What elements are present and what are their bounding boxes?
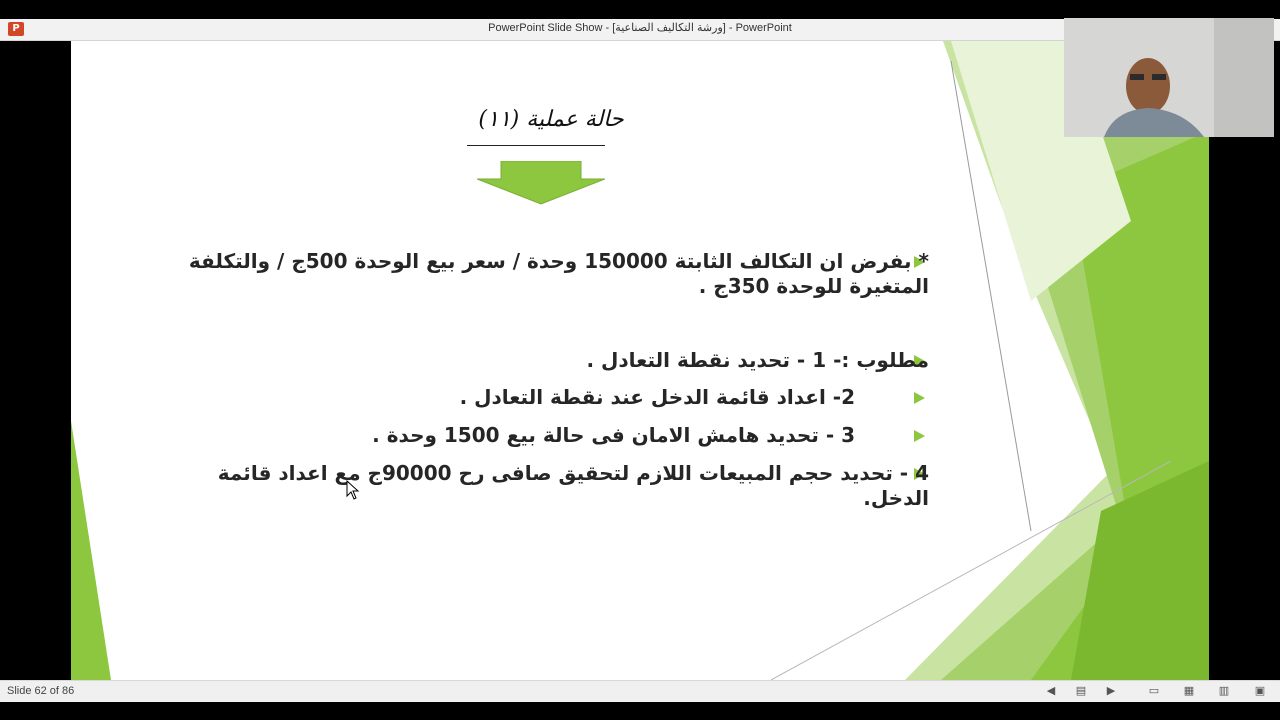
slide-sorter-icon[interactable]: ▦ (1183, 684, 1195, 697)
next-icon[interactable]: ▶ (1106, 684, 1116, 697)
bullet-1: * بفرض ان التكالف الثابتة 150000 وحدة / سعر بيع الوحدة 500ج / والتكلفة المتغيرة للوحدة 350ج . (188, 249, 929, 298)
presenter-video (1064, 18, 1274, 137)
bullet-5: 4 - تحديد حجم المبيعات اللازم لتحقيق صافى رح 90000ج مع اعداد قائمة الدخل. (217, 461, 929, 510)
slide-canvas[interactable] (71, 41, 1209, 680)
bullet-4: 3 - تحديد هامش الامان فى حالة بيع 1500 وحدة . (372, 423, 855, 447)
slide-counter: Slide 62 of 86 (7, 685, 75, 697)
case-title-underline (467, 145, 605, 146)
normal-view-icon[interactable]: ▭ (1148, 684, 1160, 697)
status-bar (0, 680, 1280, 702)
down-arrow-icon (477, 161, 605, 205)
bg-shape-left (71, 421, 111, 680)
previous-icon[interactable]: ◀ (1046, 684, 1056, 697)
bullet-3: 2- اعداد قائمة الدخل عند نقطة التعادل . (459, 385, 855, 409)
menu-icon[interactable]: ▤ (1075, 684, 1087, 697)
slideshow-icon[interactable]: ▣ (1254, 684, 1266, 697)
bullet-marker-3 (914, 392, 925, 404)
webcam-overlay (1064, 18, 1274, 137)
case-title: حالة عملية (١١) (478, 107, 624, 132)
bullet-marker-4 (914, 430, 925, 442)
mouse-cursor-icon (346, 480, 360, 500)
reading-view-icon[interactable]: ▥ (1218, 684, 1230, 697)
powerpoint-icon[interactable]: P (8, 22, 24, 36)
bullet-2: مطلوب :- 1 - تحديد نقطة التعادل . (586, 348, 929, 372)
window-title: PowerPoint Slide Show - [ورشة التكاليف الصناعية] - PowerPoint (488, 22, 792, 34)
